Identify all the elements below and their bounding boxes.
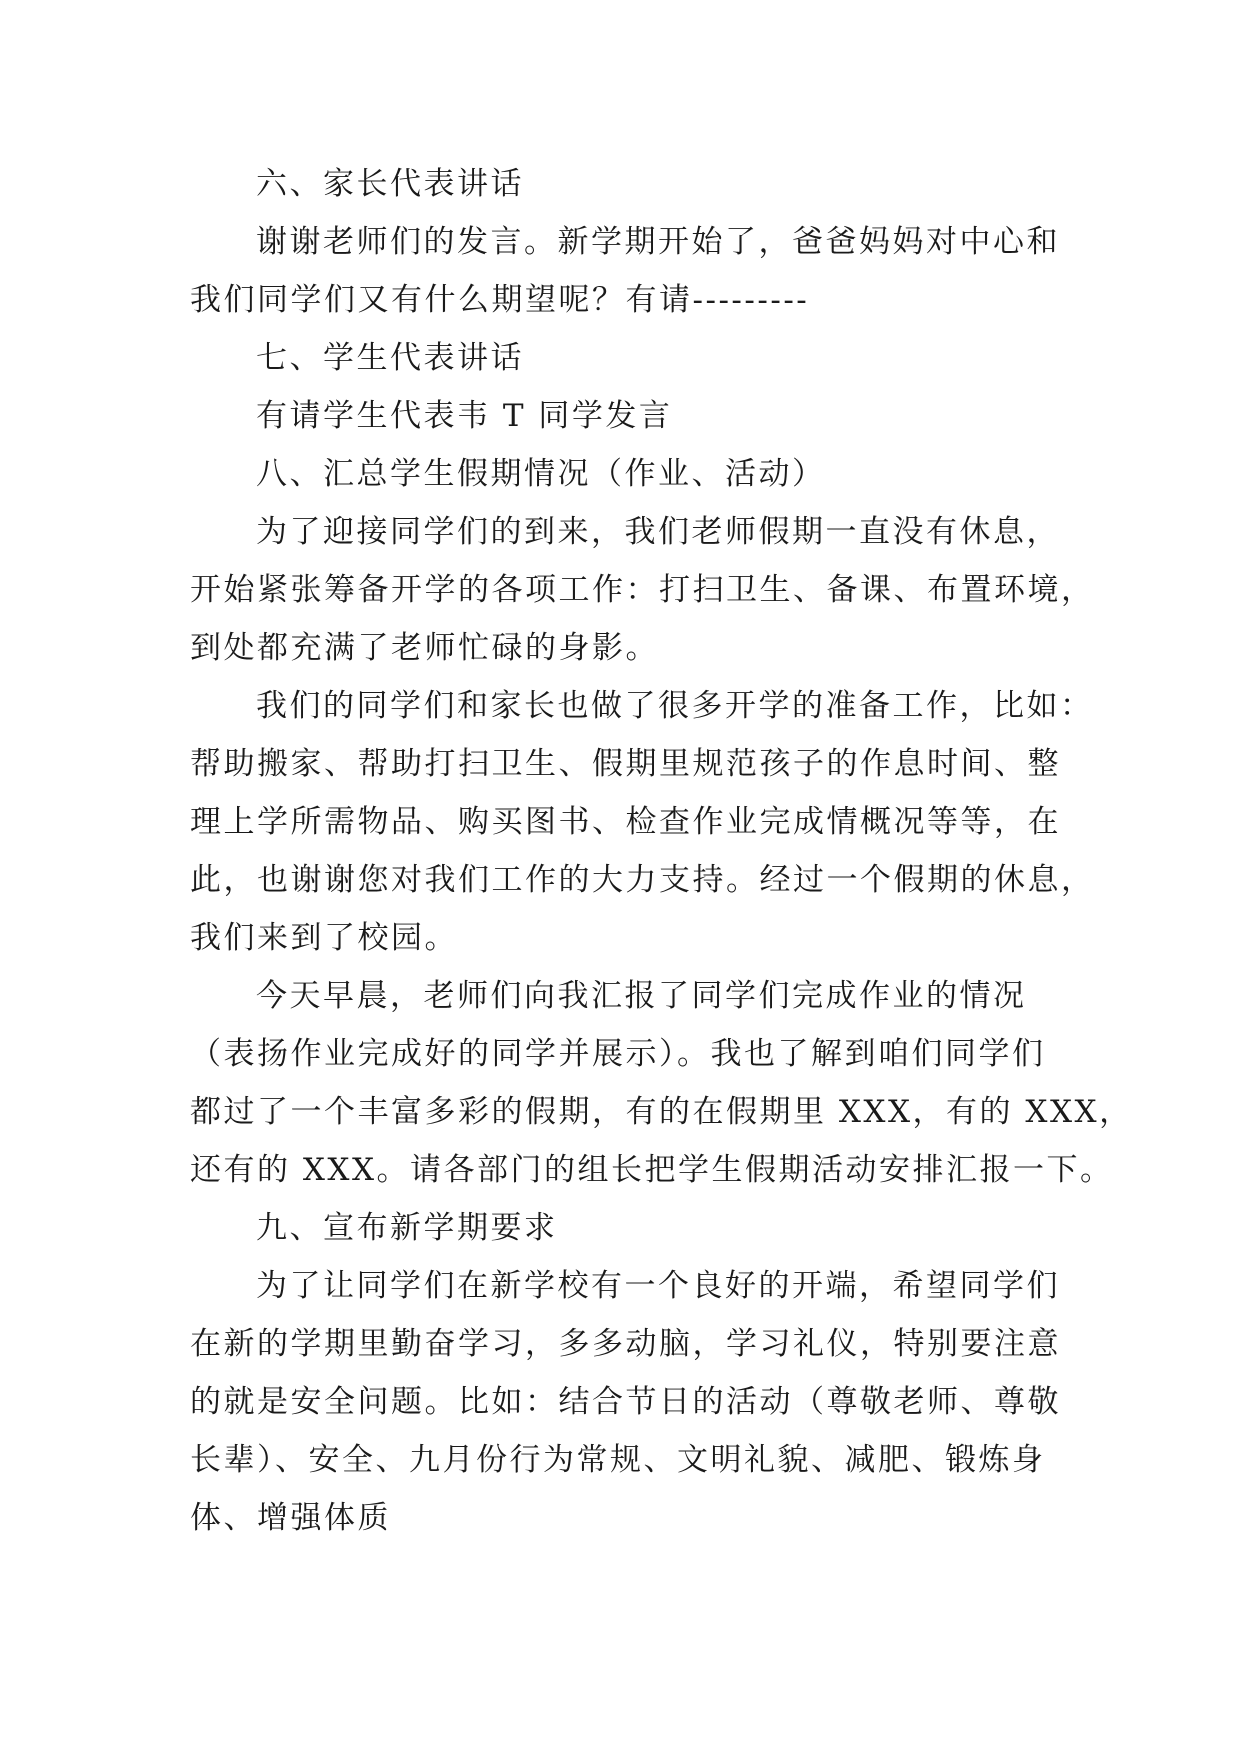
- text-line: （表扬作业完成好的同学并展示）。我也了解到咱们同学们: [190, 1036, 1046, 1072]
- text-line: 此，也谢谢您对我们工作的大力支持。经过一个假期的休息，: [190, 862, 1095, 898]
- text-line: 到处都充满了老师忙碌的身影。: [190, 630, 659, 666]
- text-line: 今天早晨，老师们向我汇报了同学们完成作业的情况: [256, 978, 1027, 1014]
- text-line: 理上学所需物品、购买图书、检查作业完成情概况等等，在: [190, 804, 1061, 840]
- text-line: 六、家长代表讲话: [256, 166, 524, 202]
- text-line: 还有的 XXX。请各部门的组长把学生假期活动安排汇报一下。: [190, 1152, 1114, 1188]
- text-line: 七、学生代表讲话: [256, 340, 524, 376]
- text-line: 在新的学期里勤奋学习，多多动脑，学习礼仪，特别要注意: [190, 1326, 1061, 1362]
- text-line: 八、汇总学生假期情况（作业、活动）: [256, 456, 826, 492]
- text-line: 我们同学们又有什么期望呢？有请---------: [190, 282, 810, 318]
- text-line: 帮助搬家、帮助打扫卫生、假期里规范孩子的作息时间、整: [190, 746, 1061, 782]
- text-line: 我们的同学们和家长也做了很多开学的准备工作，比如：: [256, 688, 1094, 724]
- text-line: 有请学生代表韦 T 同学发言: [256, 398, 673, 434]
- text-line: 都过了一个丰富多彩的假期，有的在假期里 XXX，有的 XXX，: [190, 1094, 1133, 1130]
- text-line: 体、增强体质: [190, 1500, 391, 1536]
- text-line: 长辈）、安全、九月份行为常规、文明礼貌、减肥、锻炼身: [190, 1442, 1046, 1478]
- text-line: 为了让同学们在新学校有一个良好的开端，希望同学们: [256, 1268, 1060, 1304]
- text-line: 开始紧张筹备开学的各项工作：打扫卫生、备课、布置环境，: [190, 572, 1095, 608]
- text-line: 我们来到了校园。: [190, 920, 458, 956]
- text-line: 九、宣布新学期要求: [256, 1210, 558, 1246]
- text-line: 为了迎接同学们的到来，我们老师假期一直没有休息，: [256, 514, 1060, 550]
- text-line: 的就是安全问题。比如：结合节日的活动（尊敬老师、尊敬: [190, 1384, 1061, 1420]
- text-line: 谢谢老师们的发言。新学期开始了，爸爸妈妈对中心和: [256, 224, 1060, 260]
- document-body: [190, 155, 1133, 1547]
